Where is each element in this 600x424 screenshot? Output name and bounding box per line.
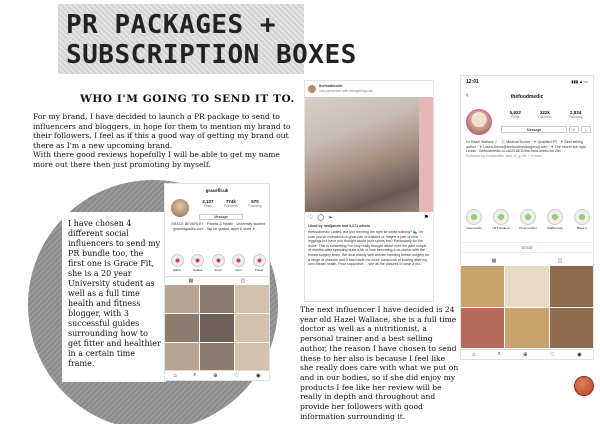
- message-button: Message: [501, 126, 567, 133]
- photo-tile: [550, 266, 593, 307]
- grace-profile-screenshot: [164, 183, 270, 381]
- photo-tile: [235, 314, 269, 342]
- profile-icon: ◉: [577, 351, 582, 358]
- add-icon: ⊕: [523, 351, 528, 358]
- highlight-label: Care works: [466, 226, 482, 230]
- highlight-label: Gym: [235, 268, 242, 272]
- highlight-circle: [547, 209, 563, 225]
- post-photo: [305, 97, 433, 212]
- avatar: [466, 109, 492, 135]
- grace-description: I have chosen 4 different social influencers to send my PR bundle too, the first one is Grace Fit, she is a 20 year University student as well as a full time health and fitness blogger, with 3 successful guides surrounding how to get fitter and healthier in a certain time frame.: [62, 212, 166, 382]
- profile-icon: ◉: [255, 372, 261, 379]
- story-highlights: [464, 209, 592, 230]
- hazel-description: The next influencer I have decided is 24 year old Hazel Wallace, she is a full time doctor as well as a nutritionist, a personal trainer and a best selling author, the reason I have chosen to send these to her also is because I feel like she really does care with what we put on and in our bodies, so if she did enjoy my products I fee like her review will be really in depth and throughout and provide her followers with good information surrounding it.: [300, 305, 459, 421]
- photo-grid: [461, 266, 593, 348]
- profile-stats: [197, 199, 267, 208]
- grid-icon: ▦: [491, 257, 497, 264]
- stat-value: 774k: [225, 199, 236, 204]
- section-heading: WHO I'M GOING TO SEND IT TO.: [80, 93, 295, 105]
- profile-buttons: [501, 126, 591, 133]
- profile-bio-text: Dr Hazel Wallace ✓ · 🩺 Medical Doctor · ✦ Qualified PT · ✦ Best selling author · ✦ Laura.Jones@thefoodmedicagency.com · ✦ The secret are right Leads · thefoodmedic.co.uk/2018/11/the-food-medic-for-life/: [466, 140, 586, 154]
- heart-icon: ♡: [549, 351, 555, 358]
- photo-tile: [461, 266, 504, 307]
- next-slide-button[interactable]: [574, 376, 594, 396]
- home-icon: ⌂: [173, 372, 177, 379]
- intro-paragraph-2: With there good reviews hopefully I will be able to get my name more out there then just promoting by myself.: [33, 150, 280, 169]
- post-header: [308, 84, 373, 93]
- stat-label: Posts: [203, 204, 212, 208]
- stat-value: 2,107: [202, 199, 214, 204]
- intro-paragraph-1: For my brand, I have decided to launch a PR package to send to influencers and bloggers, in hope for them to mention my brand to their followers, I feel as if this a good way of getting my brand out there as I'm a new upcoming brand.: [33, 112, 291, 150]
- avatar: [171, 199, 189, 217]
- photo-tile: [505, 266, 548, 307]
- stat-label: Followers: [538, 115, 552, 119]
- home-icon: ⌂: [472, 351, 476, 358]
- search-icon: ⌕: [497, 351, 501, 357]
- photo-tile: [235, 285, 269, 313]
- photo-tile: [165, 343, 199, 371]
- photo-tile: [200, 285, 234, 313]
- photo-tile: [200, 343, 234, 371]
- highlight-label: Travel: [254, 268, 264, 272]
- photo-tile: [200, 314, 234, 342]
- tagged-icon: ◫: [240, 277, 246, 284]
- highlight-circle: [574, 209, 590, 225]
- followed-by: Followed by rosiljanetta, dani_ft_g, btr + 9 more: [466, 153, 542, 158]
- back-icon: ‹: [466, 92, 469, 99]
- photo-tile: [165, 285, 199, 313]
- photo-tile: [165, 314, 199, 342]
- profile-stats: [501, 110, 591, 119]
- status-time: 12:01: [466, 79, 479, 85]
- highlight-label: Bless s: [577, 226, 587, 230]
- title-line-1: PR PACKAGES +: [66, 10, 276, 40]
- highlight-label: Q&As: [173, 268, 181, 272]
- highlight-circle: [520, 209, 536, 225]
- title-banner: [58, 4, 357, 74]
- heart-icon: ♡: [234, 372, 240, 379]
- post-location: Not partnered with #thegirlfitguide: [319, 88, 373, 93]
- follow-icon: ✓: [569, 126, 579, 133]
- status-icons: ▮▮▮ ▲ ▭: [571, 79, 588, 84]
- message-button: Message: [199, 214, 243, 220]
- profile-username: thefoodmedic: [510, 94, 544, 100]
- photo-grid: [165, 285, 269, 371]
- highlight-label: Food: [214, 268, 222, 272]
- tagged-icon: ◫: [557, 257, 563, 264]
- highlight-circle: [232, 254, 245, 267]
- foodmedic-post-screenshot: [304, 80, 434, 302]
- photo-tile: [235, 343, 269, 371]
- title-line-2: SUBSCRIPTION BOXES: [66, 40, 357, 70]
- highlight-label: Guides: [192, 268, 203, 272]
- highlight-circle: [171, 254, 184, 267]
- stat-label: Following: [248, 204, 262, 208]
- grid-icon: ▦: [188, 277, 194, 284]
- profile-tabs: [165, 276, 269, 284]
- profile-bio: [466, 140, 590, 158]
- email-link: Email: [461, 242, 593, 253]
- bottom-nav: [461, 349, 593, 359]
- post-photo-edge: [419, 97, 433, 212]
- bottom-nav: [165, 370, 269, 380]
- highlight-label: Waffle recip: [547, 226, 563, 230]
- profile-bio: GRACE BEVERLEY · Fitness & Health · University student · gracefitguides.com · Tap for guides, apps & more ✦: [171, 222, 266, 231]
- highlight-circle: [466, 209, 482, 225]
- profile-tabs: [461, 256, 593, 265]
- hazel-profile-screenshot: [460, 75, 594, 360]
- stat-value: 570: [251, 199, 259, 204]
- highlight-circle: [191, 254, 204, 267]
- heart-icon: ♡: [308, 215, 314, 221]
- highlight-circle: [493, 209, 509, 225]
- profile-username: gracefit.uk: [205, 188, 229, 193]
- post-actions: [308, 214, 333, 221]
- stat-value: 5,922: [509, 110, 521, 115]
- stat-label: Posts: [511, 115, 520, 119]
- photo-tile: [461, 308, 504, 349]
- highlight-label: HIIT workout: [492, 226, 510, 230]
- highlight-circle: [212, 254, 225, 267]
- chevron-down-icon: ⌄: [581, 126, 591, 133]
- post-username: thefoodmedic: [319, 84, 343, 88]
- photo-tile: [505, 308, 548, 349]
- comment-icon: ◯: [317, 215, 325, 221]
- stat-label: Followers: [224, 204, 238, 208]
- intro-text: [33, 112, 301, 170]
- stat-value: 222k: [539, 110, 550, 115]
- photo-tile: [550, 308, 593, 349]
- avatar: [308, 85, 316, 93]
- add-icon: ⊕: [213, 372, 218, 379]
- stat-value: 2,834: [570, 110, 582, 115]
- post-likes: Liked by rosiljanett and 3,271 others: [308, 224, 371, 228]
- story-highlights: [169, 254, 267, 272]
- share-icon: ➢: [328, 215, 334, 221]
- post-caption: thefoodmedic Ladies, are you wearing the right kit whilst training? 👟 I'm sure you've invested in a good pair of trainers or maybe a pair of new leggings but have you thought about your sports bra? Particularly for the dolce. This is something I've only really thought about over the past couple of months after spending quite a bit of time becoming a co-doctor with the breast surgery team. We deal mainly with women needing breast surgery for a range of reasons and it has made me more conscious of looking after my own breast health. Poor supportive ... see all the pictures to wear a mo...: [308, 230, 430, 267]
- search-icon: ⌕: [193, 372, 197, 378]
- highlight-label: Prepr portion: [519, 226, 537, 230]
- save-icon: ⚑: [423, 215, 429, 221]
- highlight-circle: [253, 254, 266, 267]
- stat-label: Following: [568, 115, 583, 119]
